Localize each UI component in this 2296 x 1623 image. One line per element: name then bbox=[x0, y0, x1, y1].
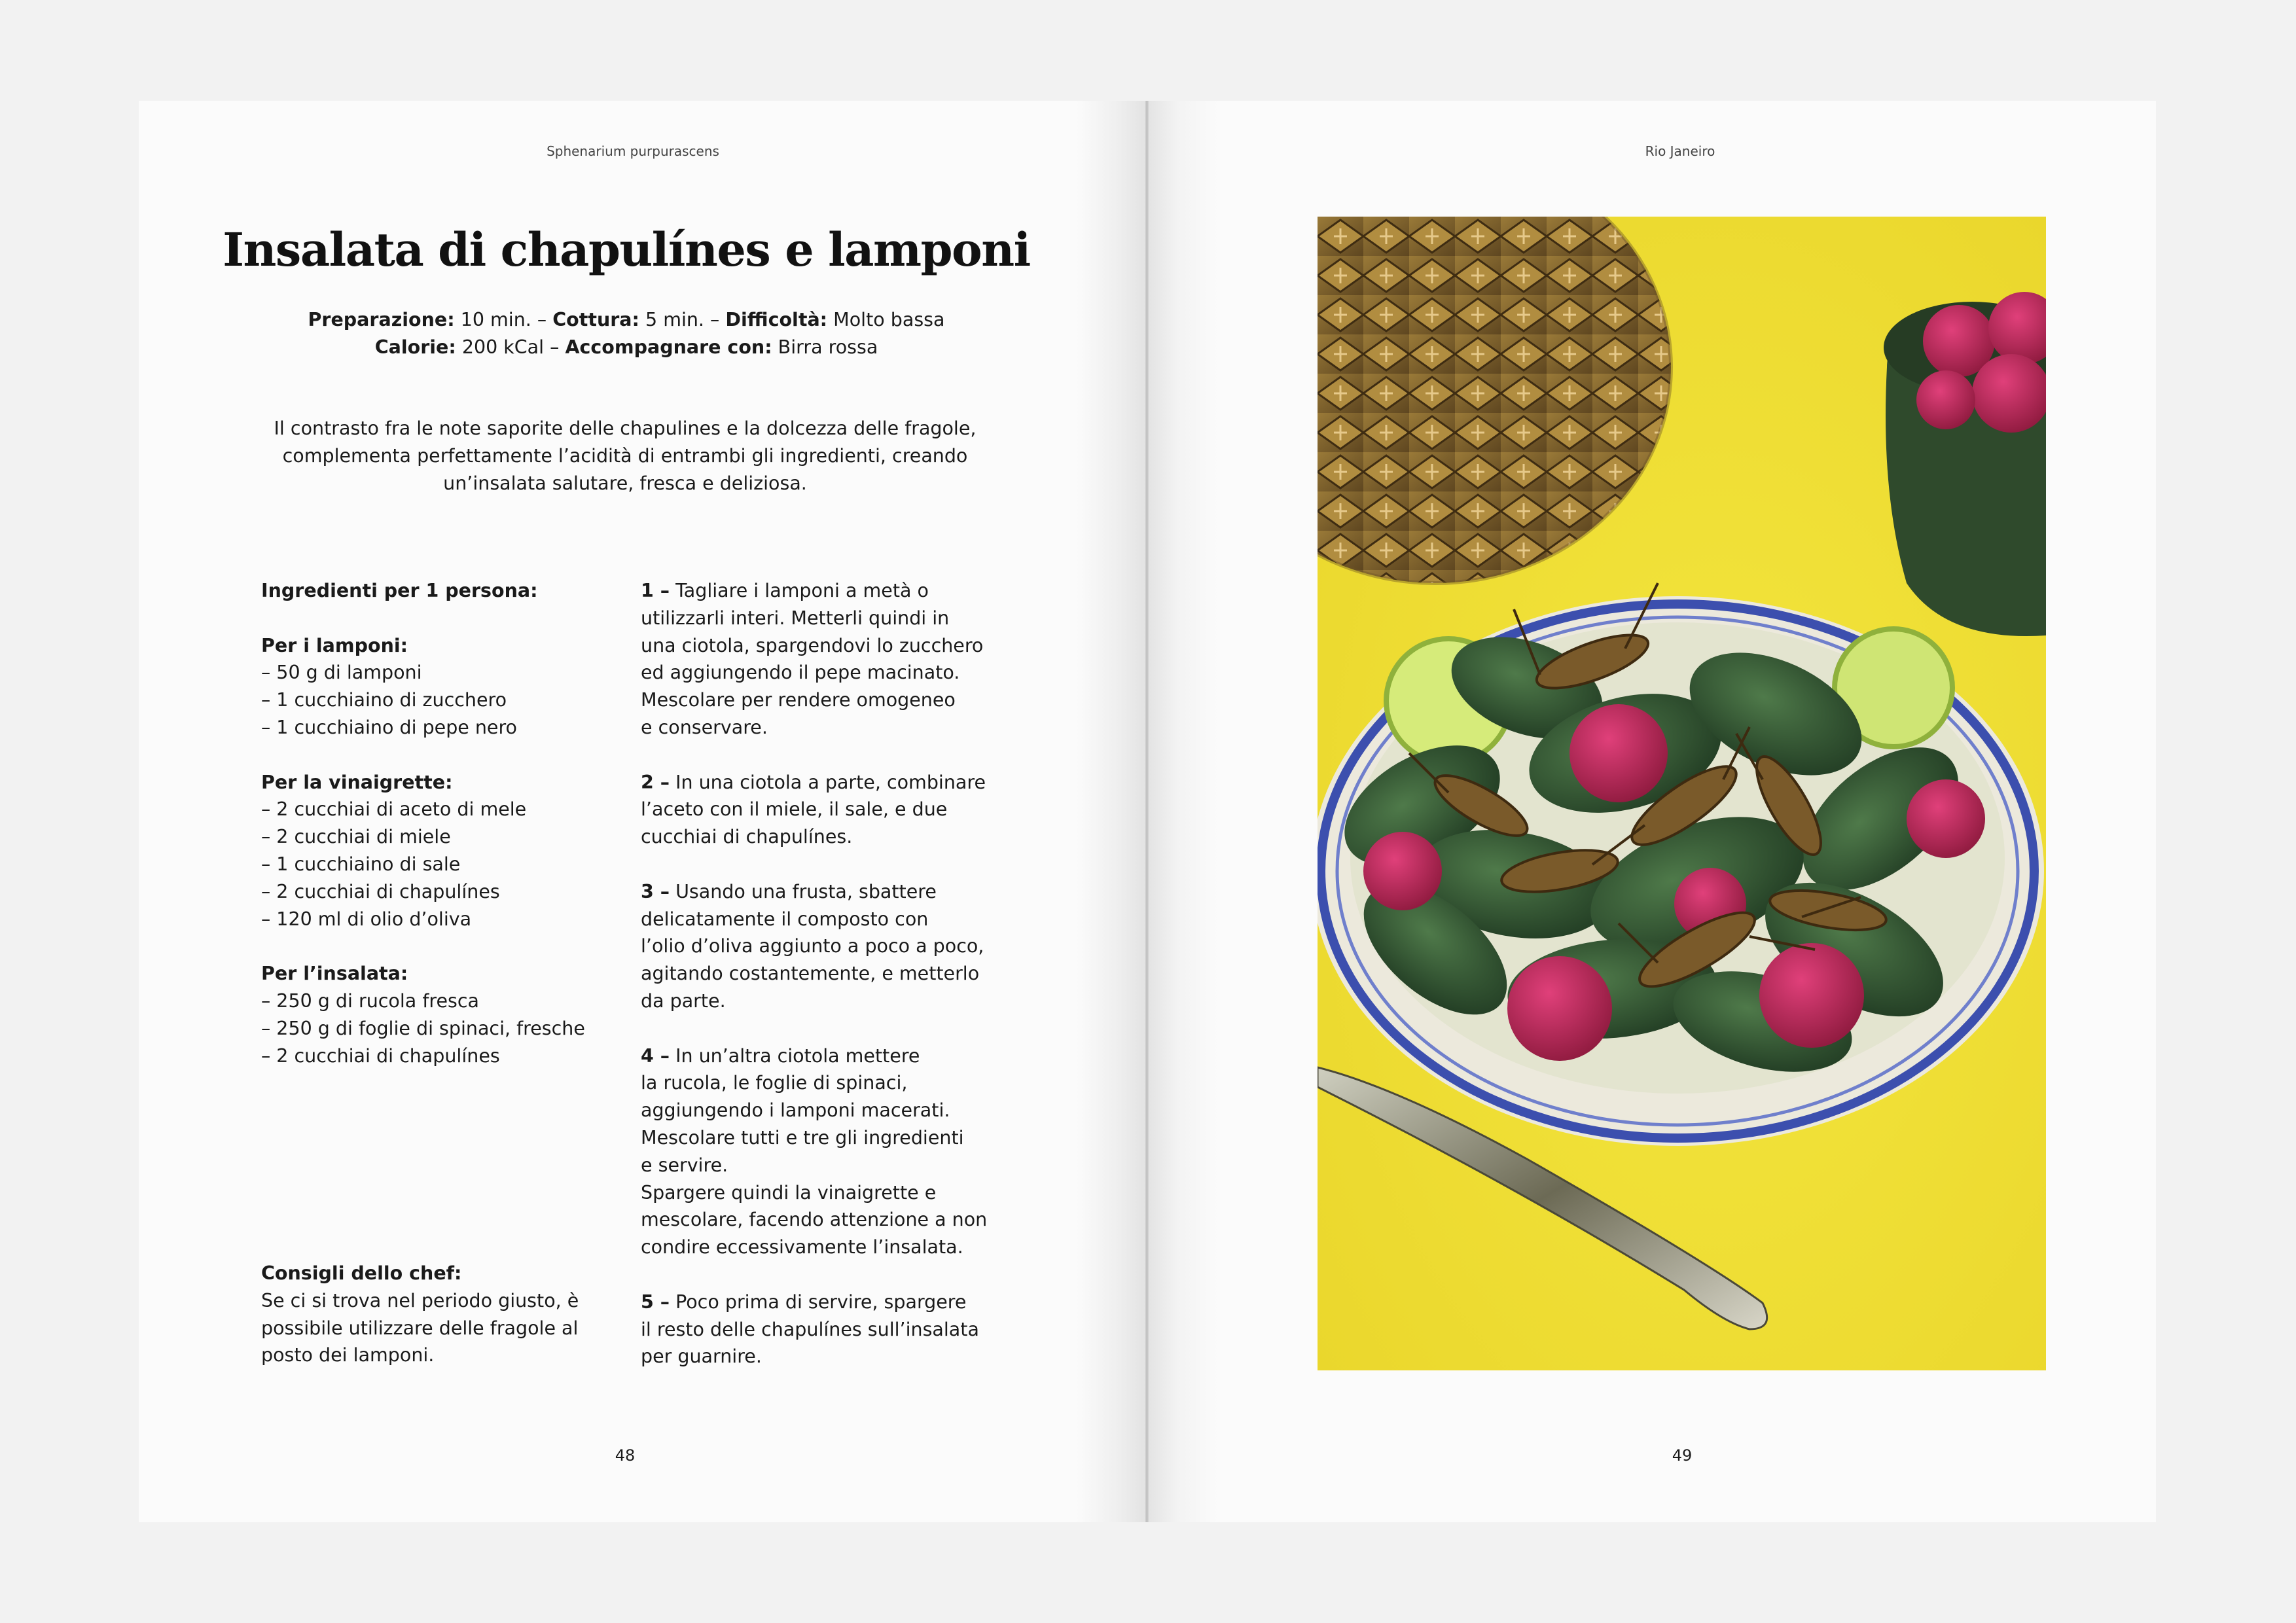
step-line: Poco prima di servire, spargere bbox=[670, 1291, 967, 1313]
steps-column bbox=[641, 577, 1007, 1370]
step-line: cucchiai di chapulínes. bbox=[641, 826, 853, 848]
step-line: Tagliare i lamponi a metà o bbox=[670, 580, 929, 601]
step-line: In una ciotola a parte, combinare bbox=[670, 771, 986, 793]
ingredient-item: – 1 cucchiaino di sale bbox=[261, 853, 461, 875]
recipe-title: Insalata di chapulínes e lamponi bbox=[223, 223, 1030, 277]
page-number-left: 48 bbox=[615, 1446, 636, 1465]
step-line: Usando una frusta, sbattere bbox=[670, 880, 937, 902]
step-line: agitando costantemente, e metterlo bbox=[641, 963, 980, 985]
step-line: mescolare, facendo attenzione a non bbox=[641, 1209, 988, 1231]
tips-line: posto dei lamponi. bbox=[261, 1344, 435, 1366]
recipe-intro: Il contrasto fra le note saporite delle chapulines e la dolcezza delle fragole, complementa perfettamente l’acidità di entrambi gli ingredienti, creando un’insalata salutare, fresca e deliziosa. bbox=[274, 418, 977, 494]
ingredients-heading: Ingredienti per 1 persona: bbox=[261, 580, 538, 601]
step-line: la rucola, le foglie di spinaci, bbox=[641, 1072, 908, 1094]
step-line: l’olio d’oliva aggiunto a poco a poco, bbox=[641, 935, 984, 957]
ingredient-item: – 2 cucchiai di miele bbox=[261, 826, 451, 848]
tips-line: possibile utilizzare delle fragole al bbox=[261, 1317, 579, 1339]
ingredient-item: – 120 ml di olio d’oliva bbox=[261, 908, 472, 930]
calories-label: Calorie: bbox=[374, 336, 456, 358]
ingredient-item: – 2 cucchiai di aceto di mele bbox=[261, 798, 527, 821]
right-running-head: Rio Janeiro bbox=[1645, 143, 1715, 159]
step-1 bbox=[641, 577, 1007, 741]
step-line: Mescolare tutti e tre gli ingredienti bbox=[641, 1126, 964, 1149]
difficulty-label: Difficoltà: bbox=[725, 309, 828, 330]
page-number-right: 49 bbox=[1672, 1446, 1693, 1465]
meta-line-1 bbox=[139, 306, 1114, 334]
group-title: Per i lamponi: bbox=[261, 634, 408, 656]
ingredient-item: – 1 cucchiaino di pepe nero bbox=[261, 716, 517, 738]
cook-label: Cottura: bbox=[552, 309, 639, 330]
pairing-value: Birra rossa bbox=[772, 336, 878, 358]
ingredient-item: – 250 g di foglie di spinaci, fresche bbox=[261, 1017, 585, 1039]
prep-value: 10 min. – bbox=[454, 309, 553, 330]
prep-label: Preparazione: bbox=[308, 309, 455, 330]
step-number: 1 – bbox=[641, 580, 670, 601]
ingredient-item: – 2 cucchiai di chapulínes bbox=[261, 880, 500, 902]
step-line: Spargere quindi la vinaigrette e bbox=[641, 1181, 937, 1204]
step-number: 5 – bbox=[641, 1291, 670, 1313]
step-line: l’aceto con il miele, il sale, e due bbox=[641, 798, 948, 821]
chef-tips bbox=[261, 1260, 579, 1369]
step-line: ed aggiungendo il pepe macinato. bbox=[641, 662, 960, 684]
step-line: il resto delle chapulínes sull’insalata bbox=[641, 1318, 979, 1340]
ingredients-column bbox=[261, 577, 615, 1069]
book-gutter bbox=[1145, 101, 1149, 1522]
cook-value: 5 min. – bbox=[639, 309, 726, 330]
recipe-meta bbox=[139, 306, 1114, 361]
step-line: e conservare. bbox=[641, 716, 768, 738]
step-line: per guarnire. bbox=[641, 1346, 762, 1368]
group-title: Per l’insalata: bbox=[261, 963, 408, 985]
salad-photo bbox=[1318, 217, 2046, 1370]
step-line: una ciotola, spargendovi lo zucchero bbox=[641, 634, 984, 656]
ingredient-item: – 50 g di lamponi bbox=[261, 662, 422, 684]
step-3 bbox=[641, 878, 1007, 1015]
step-4 bbox=[641, 1043, 1007, 1261]
ingredient-item: – 250 g di rucola fresca bbox=[261, 990, 479, 1012]
step-line: Mescolare per rendere omogeneo bbox=[641, 689, 956, 711]
step-line: e servire. bbox=[641, 1154, 728, 1176]
calories-value: 200 kCal – bbox=[456, 336, 565, 358]
step-line: da parte. bbox=[641, 990, 726, 1012]
ingredient-item: – 1 cucchiaino di zucchero bbox=[261, 689, 507, 711]
step-line: condire eccessivamente l’insalata. bbox=[641, 1236, 963, 1258]
left-running-head: Sphenarium purpurascens bbox=[547, 143, 719, 159]
step-5 bbox=[641, 1289, 1007, 1370]
step-2 bbox=[641, 769, 1007, 851]
tips-line: Se ci si trova nel periodo giusto, è bbox=[261, 1289, 579, 1311]
ingredient-item: – 2 cucchiai di chapulínes bbox=[261, 1044, 500, 1067]
step-line: delicatamente il composto con bbox=[641, 908, 929, 930]
strawberry-bowl bbox=[1884, 292, 2046, 636]
step-line: In un’altra ciotola mettere bbox=[670, 1044, 920, 1067]
difficulty-value: Molto bassa bbox=[827, 309, 945, 330]
pairing-label: Accompagnare con: bbox=[565, 336, 772, 358]
step-line: aggiungendo i lamponi macerati. bbox=[641, 1099, 950, 1122]
group-title: Per la vinaigrette: bbox=[261, 771, 453, 793]
meta-line-2 bbox=[139, 334, 1114, 361]
step-line: utilizzarli interi. Metterli quindi in bbox=[641, 607, 950, 629]
step-number: 3 – bbox=[641, 880, 670, 902]
tips-heading: Consigli dello chef: bbox=[261, 1262, 462, 1284]
step-number: 2 – bbox=[641, 771, 670, 793]
step-number: 4 – bbox=[641, 1044, 670, 1067]
